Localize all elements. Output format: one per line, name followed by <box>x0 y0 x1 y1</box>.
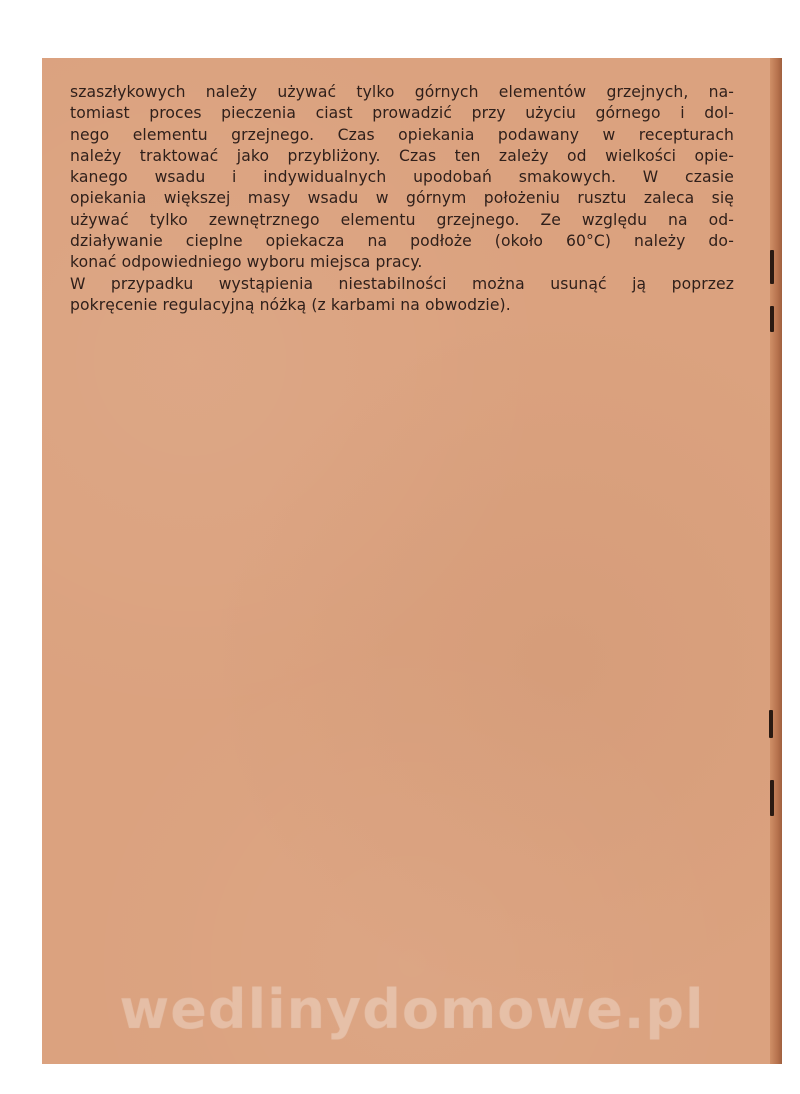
paragraph-2 <box>70 274 734 317</box>
text-line: W przypadku wystąpienia niestabilności można usunąć ją poprzez <box>70 274 734 293</box>
text-line: używać tylko zewnętrznego elementu grzejnego. Ze względu na od- <box>70 210 734 229</box>
paragraph-1 <box>70 82 734 274</box>
text-line: nego elementu grzejnego. Czas opiekania podawany w recepturach <box>70 125 734 144</box>
text-line: kanego wsadu i indywidualnych upodobań smakowych. W czasie <box>70 168 734 187</box>
document-page <box>42 58 782 1064</box>
body-text <box>70 82 734 316</box>
text-line: szaszłykowych należy używać tylko górnych elementów grzejnych, na- <box>70 83 734 101</box>
text-line: konać odpowiedniego wyboru miejsca pracy. <box>70 253 423 272</box>
binding-mark-2 <box>770 306 774 332</box>
binding-mark-3 <box>769 710 773 738</box>
text-line: pokręcenie regulacyjną nóżką (z karbami na obwodzie). <box>70 295 511 314</box>
text-line: działywanie cieplne opiekacza na podłoże (około 60°C) należy do- <box>70 232 734 251</box>
binding-mark-4 <box>770 780 774 816</box>
text-line: opiekania większej masy wsadu w górnym położeniu rusztu zaleca się <box>70 189 734 208</box>
text-line: należy traktować jako przybliżony. Czas ten zależy od wielkości opie- <box>70 146 734 165</box>
binding-mark-1 <box>770 250 774 284</box>
text-line: tomiast proces pieczenia ciast prowadzić przy użyciu górnego i dol- <box>70 104 734 123</box>
page-spine-edge <box>770 58 782 1064</box>
watermark: wedlinydomowe.pl <box>119 978 705 1041</box>
